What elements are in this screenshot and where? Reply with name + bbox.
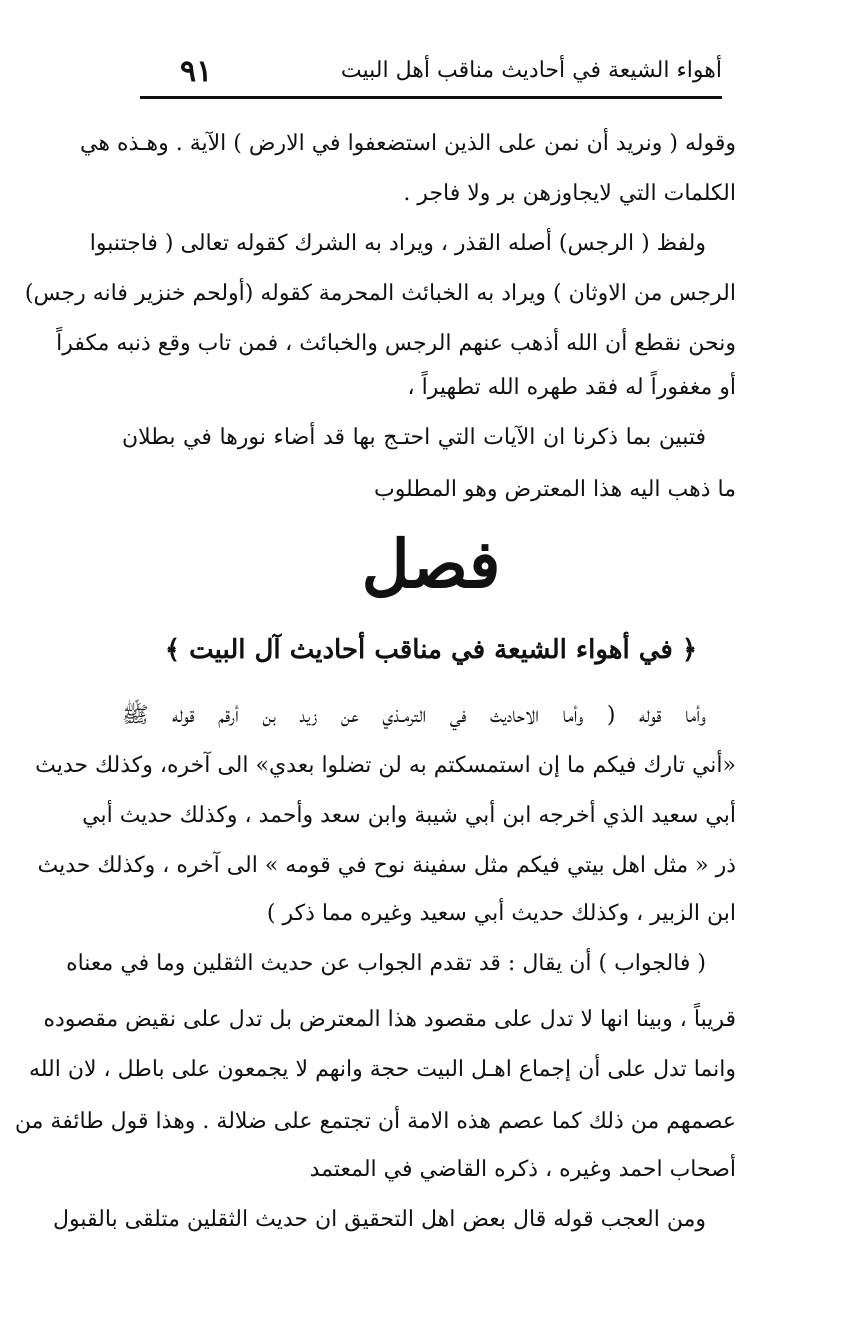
text-line: وأما قوله ( وأما الاحاديث في الترمـذي عن زيد بن أرقم قوله ﷺ bbox=[122, 703, 706, 728]
text-line: أبي سعيد الذي أخرجه ابن أبي شيبة وابن سعد وأحمد ، وكذلك حديث أبي bbox=[82, 803, 736, 828]
text-line: قريباً ، وبينا انها لا تدل على مقصود هذا المعترض بل تدل على نقيض مقصوده bbox=[43, 1007, 736, 1032]
text-line: وانما تدل على أن إجماع اهـل البيت حجة وانهم لا يجمعون على باطل ، لان الله bbox=[28, 1057, 736, 1082]
running-title: أهواء الشيعة في أحاديث مناقب أهل البيت bbox=[340, 58, 722, 83]
text-line: ( فالجواب ) أن يقال : قد تقدم الجواب عن حديث الثقلين وما في معناه bbox=[66, 951, 706, 976]
text-line: ونحن نقطع أن الله أذهب عنهم الرجس والخبائث ، فمن تاب وقع ذنبه مكفراً bbox=[56, 331, 736, 356]
text-line: الكلمات التي لايجاوزهن بر ولا فاجر . bbox=[403, 181, 736, 206]
page-header bbox=[140, 50, 722, 96]
text-line: «أني تارك فيكم ما إن استمسكتم به لن تضلوا بعدي» الى آخره، وكذلك حديث bbox=[35, 753, 736, 778]
text-line: ولفظ ( الرجس) أصله القذر ، ويراد به الشرك كقوله تعالى ( فاجتنبوا bbox=[89, 231, 706, 256]
header-divider bbox=[140, 96, 722, 99]
text-line: ابن الزبير ، وكذلك حديث أبي سعيد وغيره مما ذكر ) bbox=[266, 901, 736, 926]
text-line: أصحاب احمد وغيره ، ذكره القاضي في المعتمد bbox=[309, 1157, 736, 1182]
section-subheading: ﴿ في أهواء الشيعة في مناقب أحاديث آل البيت ﴾ bbox=[164, 635, 698, 665]
text-line: فتبين بما ذكرنا ان الآيات التي احتـج بها قد أضاء نورها في بطلان bbox=[122, 425, 706, 450]
text-line: عصمهم من ذلك كما عصم هذه الامة أن تجتمع على ضلالة . وهذا قول طائفة من bbox=[14, 1109, 736, 1134]
text-line: ومن العجب قوله قال بعض اهل التحقيق ان حديث الثقلين متلقى بالقبول bbox=[53, 1207, 706, 1232]
text-line: أو مغفوراً له فقد طهره الله تطهيراً ، bbox=[407, 375, 736, 400]
text-line: ذر « مثل اهل بيتي فيكم مثل سفينة نوح في قومه » الى آخره ، وكذلك حديث bbox=[37, 853, 736, 878]
text-line: وقوله ( ونريد أن نمن على الذين استضعفوا في الارض ) الآية . وهـذه هي bbox=[80, 131, 736, 156]
section-heading: فصل bbox=[361, 525, 501, 603]
text-line: ما ذهب اليه هذا المعترض وهو المطلوب bbox=[373, 477, 736, 502]
page-number: ٩١ bbox=[180, 54, 213, 89]
text-line: الرجس من الاوثان ) ويراد به الخبائث المحرمة كقوله (أولحم خنزير فانه رجس) bbox=[24, 281, 736, 306]
